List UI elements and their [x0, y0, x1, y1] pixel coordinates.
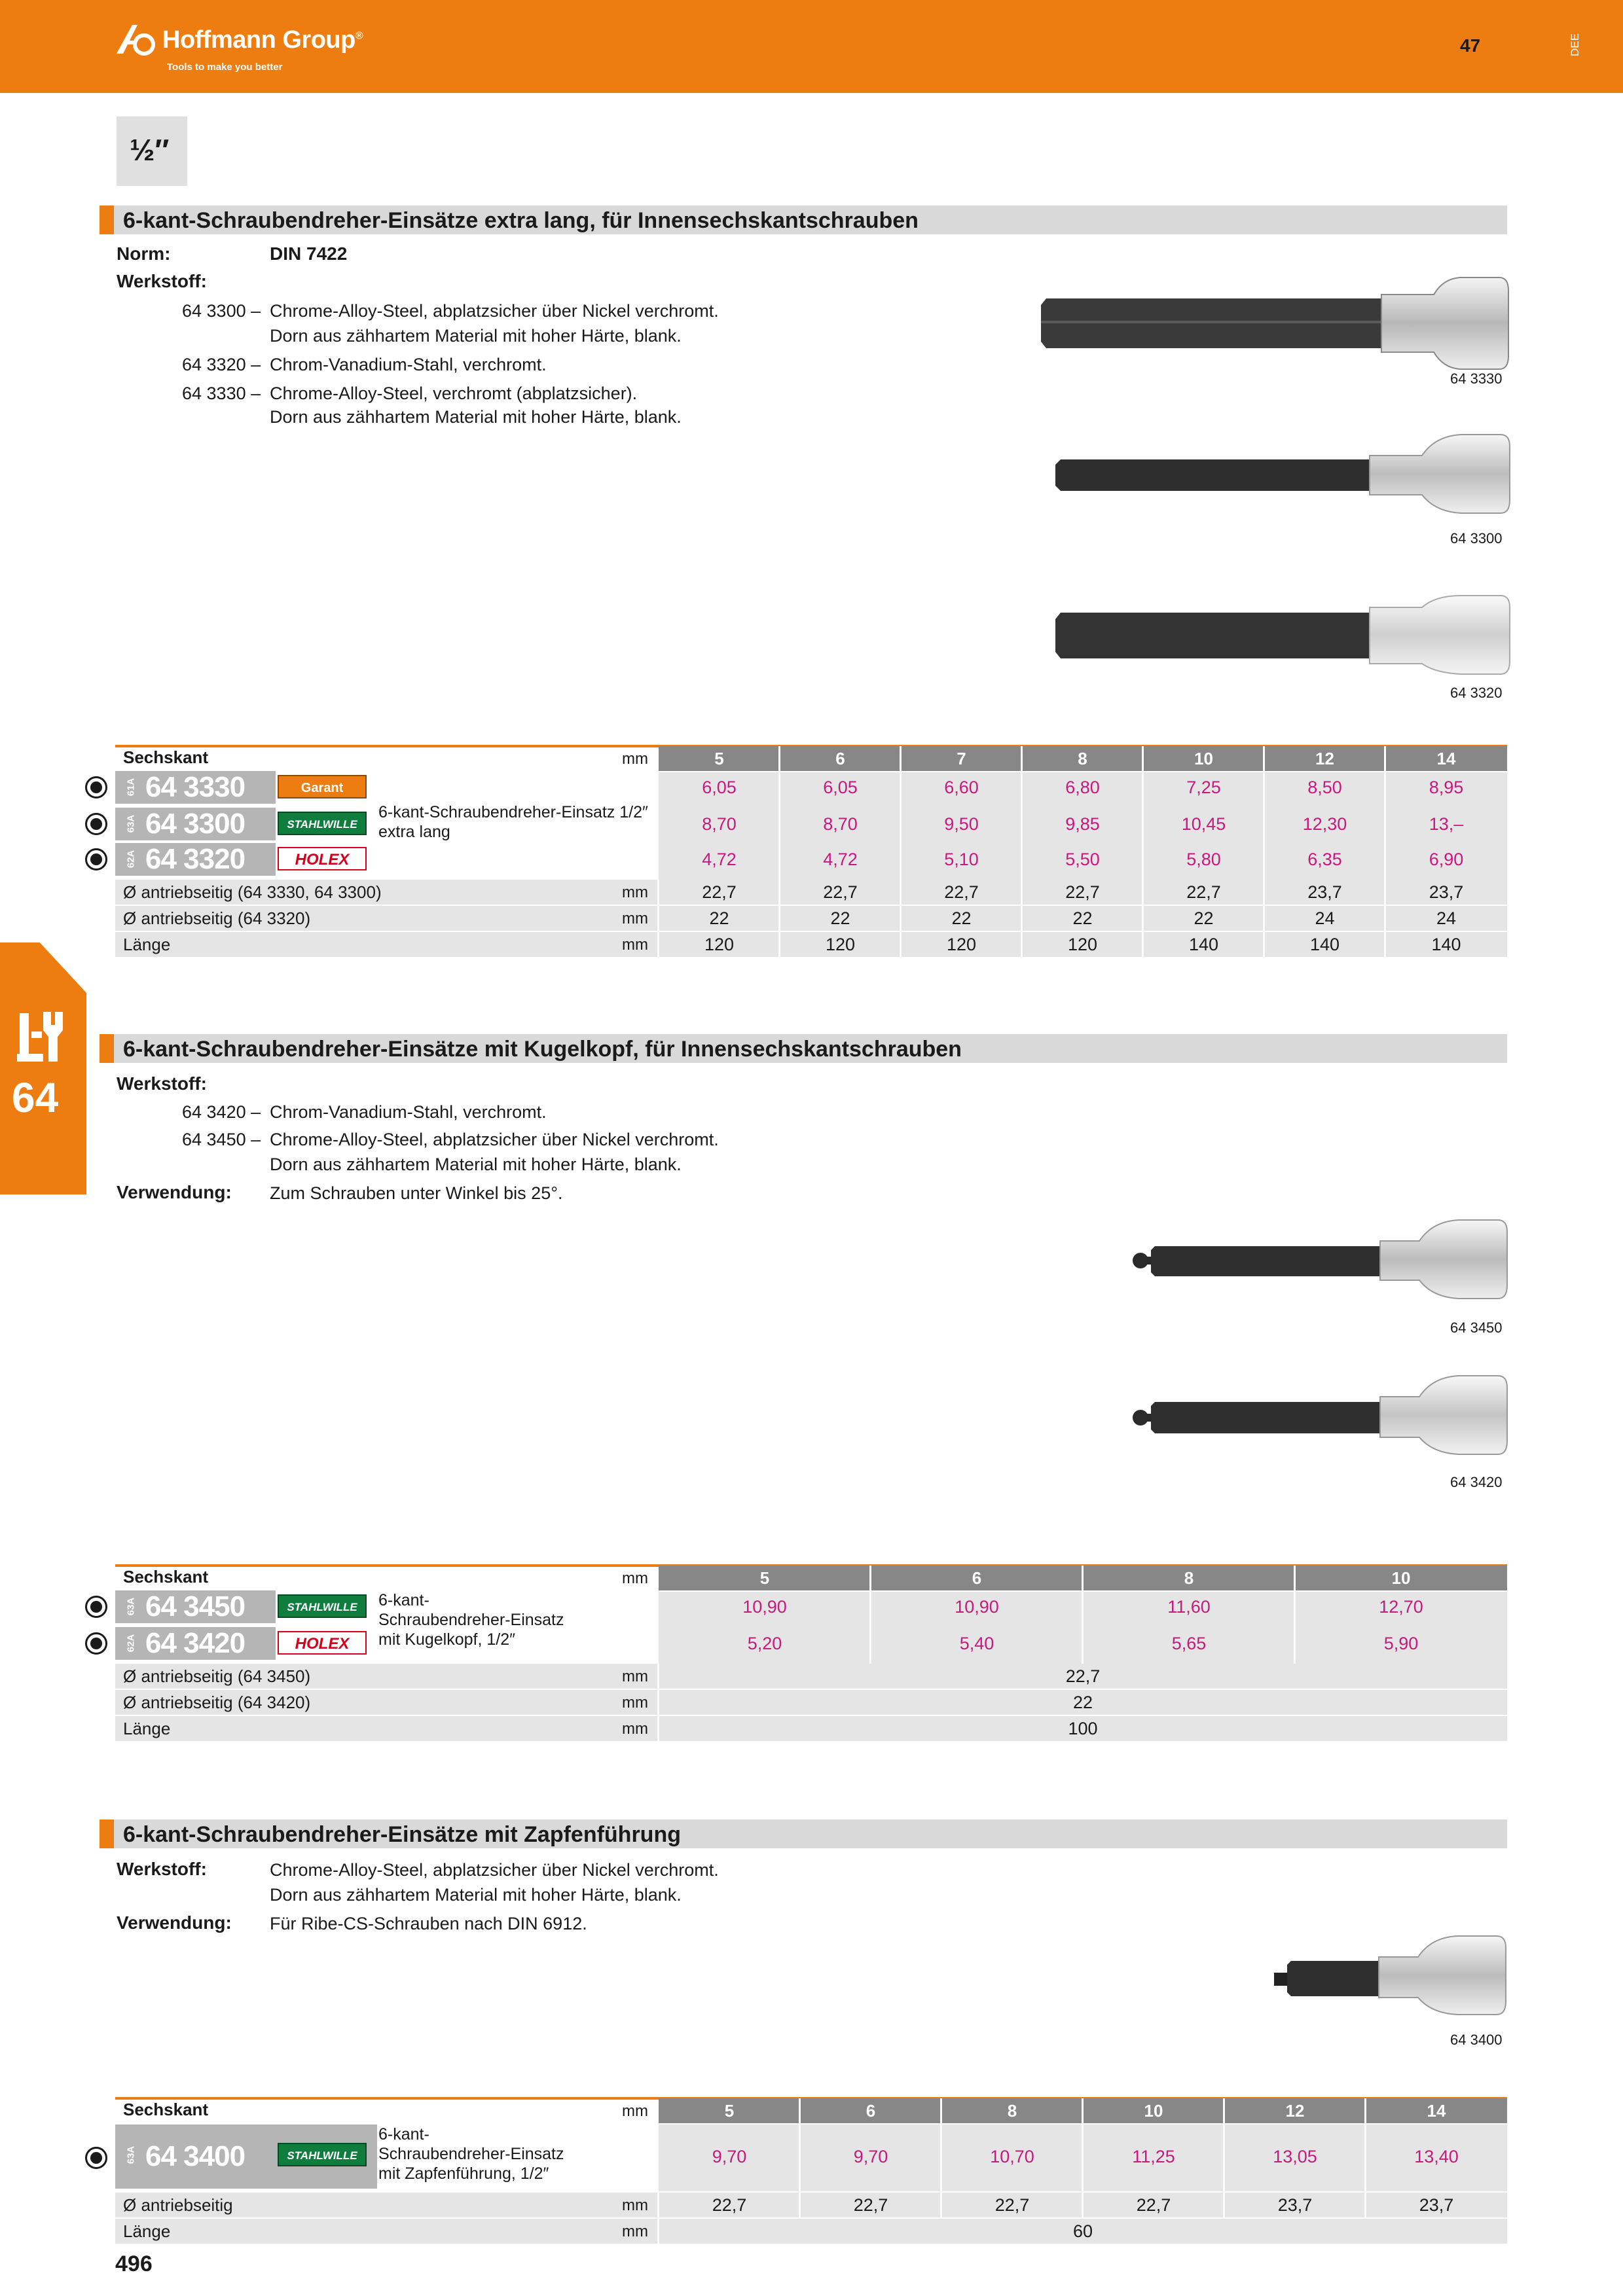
- price-cell: 8,50: [1307, 778, 1342, 797]
- spec-value: 140: [1309, 935, 1340, 954]
- size-header-cell: 8: [1184, 1568, 1194, 1588]
- page-number: 496: [115, 2251, 153, 2276]
- spec-value: 22: [709, 908, 729, 928]
- spec-label: Ø antriebseitig (64 3330, 64 3300): [123, 882, 382, 902]
- werkstoff-label: Werkstoff:: [117, 271, 207, 291]
- brand-tagline: Tools to make you better: [167, 62, 283, 73]
- unit-label: mm: [622, 2102, 648, 2120]
- spec-value: 140: [1431, 935, 1461, 954]
- price-cell: 6,05: [823, 778, 858, 797]
- tools-icon: [17, 1008, 67, 1063]
- unit-label: mm: [622, 1668, 648, 1685]
- material-code: 64 3320 –: [182, 355, 261, 374]
- material-text: Dorn aus zähhartem Material mit hoher Härte, blank.: [270, 1885, 682, 1905]
- material-text: Chrome-Alloy-Steel, verchromt (abplatzsicher).: [270, 384, 638, 403]
- size-header-cell: 10: [1391, 1568, 1411, 1588]
- section-3-title-bar: 6-kant-Schraubendreher-Einsätze mit Zapfenführung: [100, 1820, 1507, 1848]
- unit-label: mm: [622, 884, 648, 901]
- product-image-643320: [1055, 593, 1514, 678]
- page-header: [0, 0, 1623, 93]
- spec-value: 22,7: [823, 882, 858, 902]
- price-cell: 9,70: [853, 2147, 888, 2166]
- article-code: 63A: [125, 1597, 137, 1616]
- spec-value: 22,7: [1065, 1666, 1101, 1686]
- select-article-643300[interactable]: [85, 813, 107, 835]
- select-article-643320[interactable]: [85, 848, 107, 870]
- size-header-cell: 10: [1194, 749, 1213, 768]
- price-cell: 7,25: [1186, 778, 1221, 797]
- size-header-cell: 8: [1078, 749, 1087, 768]
- spec-value: 22: [1072, 1693, 1093, 1712]
- article-code: 62A: [125, 850, 137, 869]
- article-number: 64 3420: [145, 1627, 246, 1659]
- spec-label: Ø antriebseitig (64 3420): [123, 1693, 311, 1712]
- spec-value: 24: [1436, 908, 1457, 928]
- size-header-cell: 6: [866, 2101, 876, 2121]
- price-cell: 8,70: [702, 814, 737, 834]
- article-number: 64 3450: [145, 1590, 246, 1623]
- spec-label: Länge: [123, 2221, 171, 2241]
- table-3-head-label: Sechskant: [123, 2100, 209, 2119]
- article-number: 64 3300: [145, 808, 246, 840]
- price-cell: 5,40: [959, 1634, 994, 1653]
- material-code: 64 3450 –: [182, 1130, 261, 1149]
- verwendung-label: Verwendung:: [117, 1182, 232, 1202]
- material-text: Dorn aus zähhartem Material mit hoher Härte, blank.: [270, 326, 682, 346]
- product-description: 6-kant- Schraubendreher-Einsatz mit Zapfenführung, 1/2″: [378, 2125, 564, 2183]
- size-header-cell: 5: [759, 1568, 770, 1588]
- spec-label: Ø antriebseitig (64 3450): [123, 1666, 311, 1686]
- size-header-cell: 14: [1427, 2101, 1446, 2121]
- size-header-cell: 12: [1315, 749, 1334, 768]
- price-cell: 8,70: [823, 814, 858, 834]
- select-article-643420[interactable]: [85, 1632, 107, 1655]
- price-cell: 10,70: [990, 2147, 1034, 2166]
- spec-value: 22: [1072, 908, 1093, 928]
- material-text: Chrome-Alloy-Steel, abplatzsicher über Nickel verchromt.: [270, 301, 719, 321]
- chapter-number: 64: [12, 1074, 59, 1121]
- holex-logo: HOLEX: [278, 847, 367, 870]
- price-cell: 11,60: [1167, 1597, 1211, 1617]
- garant-logo: Garant: [278, 775, 367, 798]
- price-cell: 4,72: [702, 850, 737, 869]
- spec-value: 23,7: [1419, 2195, 1454, 2215]
- price-cell: 13,05: [1273, 2147, 1317, 2166]
- stahlwille-logo: STAHLWILLE: [278, 812, 367, 835]
- price-cell: 6,80: [1065, 778, 1100, 797]
- price-cell: 10,45: [1181, 814, 1226, 834]
- spec-value: 23,7: [1277, 2195, 1313, 2215]
- spec-value: 22,7: [944, 882, 979, 902]
- spec-value: 22,7: [1136, 2195, 1171, 2215]
- size-header-cell: 12: [1285, 2101, 1305, 2121]
- price-cell: 5,50: [1065, 850, 1100, 869]
- product-image-643330: [1041, 275, 1512, 373]
- price-cell: 11,25: [1132, 2147, 1175, 2166]
- article-code: 63A: [125, 814, 137, 833]
- verwendung-label: Verwendung:: [117, 1912, 232, 1933]
- image-caption: 64 3400: [1450, 2032, 1503, 2048]
- spec-value: 120: [1067, 935, 1098, 954]
- chapter-tab: [0, 942, 86, 1194]
- price-cell: 6,35: [1307, 850, 1342, 869]
- material-text: Chrome-Alloy-Steel, abplatzsicher über Nickel verchromt.: [270, 1130, 719, 1149]
- spec-value: 120: [946, 935, 977, 954]
- image-caption: 64 3330: [1450, 370, 1503, 387]
- unit-label: mm: [622, 1720, 648, 1738]
- select-article-643450[interactable]: [85, 1596, 107, 1618]
- spec-value: 23,7: [1307, 882, 1342, 902]
- image-caption: 64 3320: [1450, 685, 1503, 701]
- size-header-cell: 14: [1436, 749, 1456, 768]
- price-cell: 9,50: [944, 814, 979, 834]
- section-1-title-bar: 6-kant-Schraubendreher-Einsätze extra lang, für Innensechskantschrauben: [100, 206, 1507, 234]
- select-article-643330[interactable]: [85, 776, 107, 798]
- spec-label: Länge: [123, 935, 171, 954]
- article-code: 63A: [125, 2145, 137, 2164]
- article-number: 64 3320: [145, 843, 246, 875]
- werkstoff-label: Werkstoff:: [117, 1859, 207, 1879]
- price-cell: 4,72: [823, 850, 858, 869]
- spec-label: Ø antriebseitig: [123, 2195, 233, 2215]
- price-cell: 5,10: [944, 850, 979, 869]
- stahlwille-logo: STAHLWILLE: [278, 1594, 367, 1618]
- image-caption: 64 3450: [1450, 1319, 1503, 1336]
- spec-value: 60: [1072, 2221, 1093, 2241]
- spec-label: Ø antriebseitig (64 3320): [123, 908, 311, 928]
- spec-value: 140: [1188, 935, 1219, 954]
- price-cell: 6,60: [944, 778, 979, 797]
- size-header-cell: 5: [724, 2101, 735, 2121]
- size-header-cell: 10: [1144, 2101, 1163, 2121]
- spec-value: 22,7: [853, 2195, 888, 2215]
- article-number: 64 3400: [145, 2140, 246, 2172]
- spec-value: 120: [825, 935, 856, 954]
- spec-value: 120: [704, 935, 735, 954]
- spec-value: 22,7: [702, 882, 737, 902]
- table-1-size-header: [659, 746, 1507, 771]
- stahlwille-logo: STAHLWILLE: [278, 2143, 367, 2166]
- price-cell: 10,90: [955, 1597, 999, 1617]
- material-code: 64 3420 –: [182, 1102, 261, 1122]
- price-cell: 9,85: [1065, 814, 1100, 834]
- unit-label: mm: [622, 1694, 648, 1712]
- select-article-643400[interactable]: [85, 2147, 107, 2169]
- material-text: Dorn aus zähhartem Material mit hoher Härte, blank.: [270, 1155, 682, 1174]
- size-header-cell: 6: [972, 1568, 982, 1588]
- spec-value: 100: [1068, 1719, 1098, 1738]
- product-description: 6-kant-Schraubendreher-Einsatz 1/2″ extra lang: [378, 803, 648, 841]
- article-code: 61A: [125, 778, 137, 797]
- unit-label: mm: [622, 936, 648, 954]
- table-2-head-label: Sechskant: [123, 1567, 209, 1587]
- section-2-title-bar: 6-kant-Schraubendreher-Einsätze mit Kugelkopf, für Innensechskantschrauben: [100, 1034, 1507, 1063]
- size-header-cell: 7: [957, 749, 966, 768]
- spec-value: 22,7: [1065, 882, 1100, 902]
- spec-value: 24: [1315, 908, 1335, 928]
- holex-logo: HOLEX: [278, 1631, 367, 1655]
- material-text: Chrome-Alloy-Steel, abplatzsicher über Nickel verchromt.: [270, 1860, 719, 1880]
- table-1-head-label: Sechskant: [123, 747, 209, 767]
- price-cell: 8,95: [1429, 778, 1464, 797]
- material-text: Chrom-Vanadium-Stahl, verchromt.: [270, 355, 547, 374]
- language-code: DEE: [1569, 33, 1581, 56]
- price-cell: 5,80: [1186, 850, 1221, 869]
- price-cell: 9,70: [712, 2147, 747, 2166]
- spec-value: 22,7: [1186, 882, 1221, 902]
- size-header-cell: 5: [714, 749, 724, 768]
- norm-value: DIN 7422: [270, 243, 348, 264]
- price-cell: 12,30: [1302, 814, 1347, 834]
- spec-value: 22,7: [712, 2195, 747, 2215]
- spec-value: 22: [1194, 908, 1214, 928]
- product-image-643400: [1274, 1933, 1516, 2018]
- price-cell: 6,90: [1429, 850, 1464, 869]
- size-header-cell: 6: [835, 749, 845, 768]
- price-cell: 6,05: [702, 778, 737, 797]
- unit-label: mm: [622, 750, 648, 768]
- brand-name: Hoffmann Group®: [162, 26, 363, 54]
- product-image-643300: [1055, 432, 1514, 517]
- material-text: Chrom-Vanadium-Stahl, verchromt.: [270, 1102, 547, 1122]
- price-cell: 10,90: [742, 1597, 787, 1617]
- image-caption: 64 3420: [1450, 1474, 1503, 1490]
- unit-label: mm: [622, 1570, 648, 1587]
- unit-label: mm: [622, 2197, 648, 2214]
- spec-label: Länge: [123, 1719, 171, 1738]
- material-code: 64 3330 –: [182, 384, 261, 403]
- werkstoff-label: Werkstoff:: [117, 1073, 207, 1094]
- product-description: 6-kant- Schraubendreher-Einsatz mit Kugelkopf, 1/2″: [378, 1591, 564, 1649]
- price-cell: 13,–: [1429, 814, 1464, 834]
- unit-label: mm: [622, 910, 648, 927]
- material-text: Dorn aus zähhartem Material mit hoher Härte, blank.: [270, 407, 682, 427]
- catalog-page-ref: 47: [1460, 35, 1481, 56]
- norm-label: Norm:: [117, 243, 171, 264]
- spec-value: 22,7: [994, 2195, 1030, 2215]
- hoffmann-logo-icon: [113, 21, 158, 58]
- verwendung-text: Für Ribe-CS-Schrauben nach DIN 6912.: [270, 1914, 587, 1933]
- size-header-cell: 8: [1007, 2101, 1017, 2121]
- price-cell: 5,90: [1383, 1634, 1419, 1653]
- price-cell: 12,70: [1379, 1597, 1423, 1617]
- spec-value: 22: [951, 908, 972, 928]
- price-cell: 5,65: [1171, 1634, 1207, 1653]
- verwendung-text: Zum Schrauben unter Winkel bis 25°.: [270, 1183, 563, 1203]
- image-caption: 64 3300: [1450, 530, 1503, 547]
- unit-label: mm: [622, 2223, 648, 2240]
- price-cell: 13,40: [1414, 2147, 1459, 2166]
- article-code: 62A: [125, 1634, 137, 1653]
- article-number: 64 3330: [145, 771, 246, 803]
- product-image-643450: [1131, 1217, 1518, 1302]
- material-code: 64 3300 –: [182, 301, 261, 321]
- spec-value: 22: [830, 908, 850, 928]
- price-cell: 5,20: [747, 1634, 782, 1653]
- drive-size-box: ½″: [117, 117, 187, 186]
- product-image-643420: [1131, 1373, 1518, 1458]
- spec-value: 23,7: [1429, 882, 1464, 902]
